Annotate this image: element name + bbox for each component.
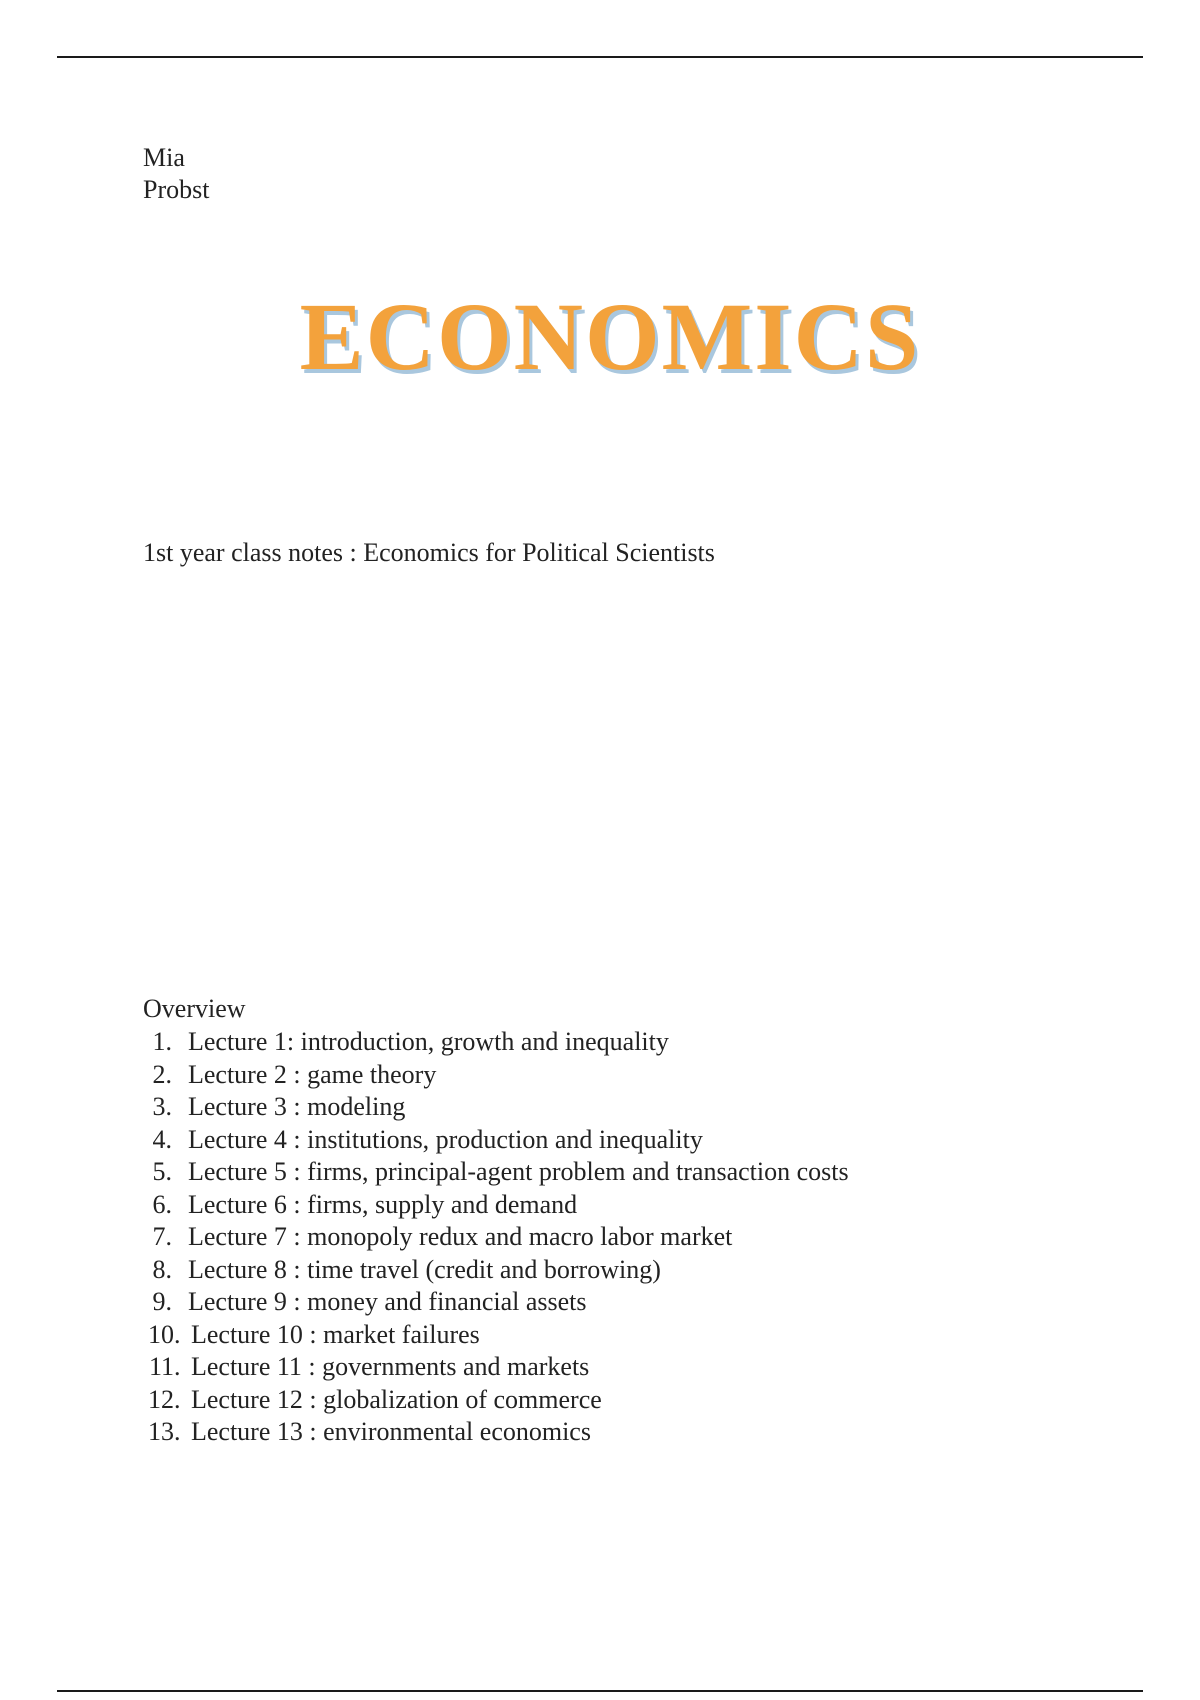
overview-heading: Overview (143, 994, 246, 1023)
list-item-number: 9. (152, 1287, 172, 1316)
document-title: ECONOMICS (299, 283, 921, 390)
list-item-text: Lecture 13 : environmental economics (191, 1417, 591, 1446)
list-item-number: 13. (148, 1417, 181, 1446)
list-item-number: 6. (152, 1189, 172, 1219)
list-item-number: 10. (148, 1319, 181, 1349)
list-item (0, 1319, 849, 1352)
list-item-text: Lecture 10 : market failures (191, 1319, 480, 1349)
lecture-list (0, 1026, 849, 1449)
list-item-number: 2. (152, 1059, 172, 1089)
author-last-name: Probst (143, 175, 210, 204)
list-item (0, 1384, 849, 1417)
document-subtitle: 1st year class notes : Economics for Political Scientists (143, 538, 715, 567)
list-item-text: Lecture 2 : game theory (188, 1059, 437, 1089)
list-item-text: Lecture 8 : time travel (credit and borrowing) (188, 1254, 661, 1284)
list-item (0, 1091, 849, 1124)
list-item (0, 1221, 849, 1254)
list-item (0, 1351, 849, 1384)
bottom-rule (57, 1690, 1143, 1692)
list-item-text: Lecture 9 : money and financial assets (188, 1287, 587, 1316)
list-item-number: 5. (152, 1157, 172, 1186)
list-item-text: Lecture 11 : governments and markets (191, 1352, 590, 1381)
list-item (0, 1124, 849, 1157)
list-item-number: 7. (152, 1222, 172, 1251)
list-item-text: Lecture 3 : modeling (188, 1092, 406, 1121)
list-item (0, 1416, 849, 1449)
list-item-number: 11. (148, 1352, 181, 1381)
list-item-text: Lecture 4 : institutions, production and inequality (188, 1124, 703, 1154)
author-name (143, 142, 209, 206)
list-item (0, 1286, 849, 1319)
list-item-text: Lecture 7 : monopoly redux and macro labor market (188, 1222, 733, 1251)
list-item-text: Lecture 6 : firms, supply and demand (188, 1189, 578, 1219)
list-item (0, 1059, 849, 1092)
top-rule (57, 56, 1143, 58)
list-item-number: 3. (152, 1092, 172, 1121)
list-item-text: Lecture 1: introduction, growth and inequality (188, 1027, 669, 1056)
list-item (0, 1189, 849, 1222)
list-item-number: 4. (152, 1124, 172, 1154)
list-item-number: 12. (148, 1384, 181, 1414)
list-item-text: Lecture 5 : firms, principal-agent problem and transaction costs (188, 1157, 849, 1186)
list-item-text: Lecture 12 : globalization of commerce (191, 1384, 602, 1414)
list-item (0, 1254, 849, 1287)
list-item-number: 1. (152, 1027, 172, 1056)
author-first-name: Mia (143, 143, 185, 172)
list-item (0, 1156, 849, 1189)
list-item-number: 8. (152, 1254, 172, 1284)
list-item (0, 1026, 849, 1059)
